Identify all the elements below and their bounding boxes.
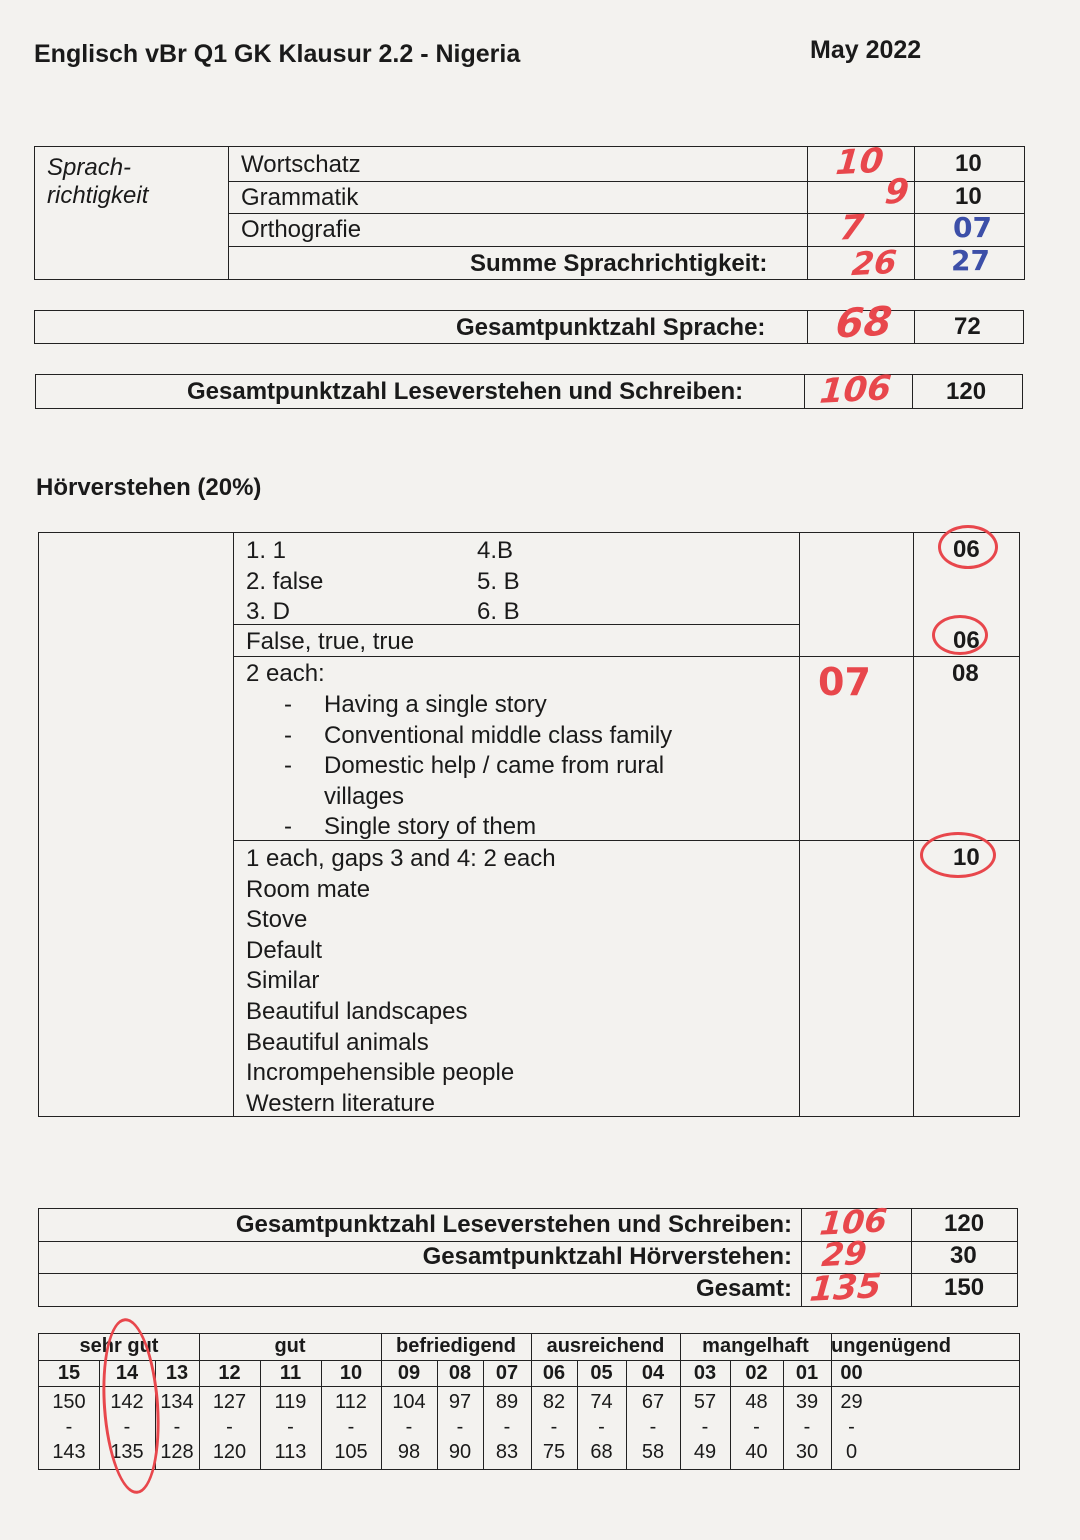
score-orthografie: 7 — [838, 207, 866, 249]
task3-dashes — [284, 690, 292, 843]
dash: - — [848, 1416, 855, 1438]
task1-answer: 4.B — [477, 537, 514, 564]
grade-lower-bound: 143 — [52, 1441, 86, 1463]
task2-max: 06 — [953, 627, 980, 654]
list-item: Default — [246, 936, 323, 964]
grade-points: 10 — [339, 1362, 363, 1384]
grade-lower-bound: 98 — [397, 1441, 421, 1463]
summary-max-gesamt: 150 — [944, 1274, 985, 1301]
grade-upper-bound: 97 — [448, 1391, 472, 1413]
dash: - — [347, 1416, 355, 1438]
grade-lower-bound: 90 — [448, 1441, 472, 1463]
dash: - — [753, 1416, 760, 1438]
list-item: Single story of them — [324, 813, 537, 840]
grade-upper-bound: 119 — [274, 1391, 307, 1413]
dash: - — [503, 1416, 511, 1438]
dash: - — [803, 1416, 811, 1438]
grade-upper-bound: 112 — [335, 1391, 367, 1413]
grade-points: 03 — [693, 1362, 717, 1384]
grade-lower-bound: 128 — [160, 1441, 194, 1463]
dash: - — [173, 1416, 181, 1438]
grade-lower-bound: 120 — [212, 1441, 247, 1463]
list-item: Room mate — [246, 875, 371, 903]
task4-list — [246, 844, 556, 1119]
dash: - — [284, 721, 292, 749]
grade-upper-bound: 134 — [160, 1391, 194, 1413]
grade-points: 05 — [590, 1362, 613, 1384]
summary-score-gesamt: 135 — [808, 1266, 883, 1310]
list-item: Incrompehensible people — [246, 1059, 515, 1087]
dash: - — [405, 1416, 413, 1438]
grade-lower-bound: 105 — [334, 1441, 368, 1463]
grade-group-label: ausreichend — [546, 1335, 665, 1357]
label-line-2: richtigkeit — [47, 182, 149, 209]
summary-label-hoer: Gesamtpunktzahl Hörverstehen: — [422, 1243, 792, 1270]
task3-max: 08 — [952, 660, 979, 687]
task1-max: 06 — [953, 536, 980, 563]
grade-upper-bound: 74 — [590, 1391, 613, 1413]
dash: - — [284, 691, 292, 718]
grade-lower-bound: 113 — [274, 1441, 307, 1463]
grade-points: 06 — [542, 1362, 566, 1384]
grade-group-label: sehr gut — [79, 1335, 159, 1357]
score-grammatik: 9 — [883, 171, 911, 213]
grade-upper-bound: 29 — [840, 1391, 863, 1413]
grade-scale-table — [38, 1333, 1020, 1470]
list-item: Having a single story — [324, 691, 547, 718]
summary-max-hoer: 30 — [950, 1242, 977, 1269]
summary-label-gesamt: Gesamt: — [695, 1275, 792, 1302]
grade-lower-bound: 0 — [845, 1441, 858, 1463]
grade-points: 00 — [840, 1362, 863, 1384]
dash: - — [284, 813, 292, 840]
task1-right — [477, 536, 520, 628]
grade-upper-bound: 150 — [52, 1391, 86, 1413]
max-wortschatz: 10 — [955, 150, 982, 177]
grade-upper-bound: 104 — [392, 1391, 426, 1413]
score-sum: 26 — [850, 242, 899, 284]
gesamt-sprache-score: 68 — [833, 298, 894, 348]
gesamt-lese-score: 106 — [818, 368, 893, 412]
grade-points: 15 — [57, 1362, 81, 1384]
grade-lower-bound: 58 — [641, 1441, 665, 1463]
grade-points: 01 — [795, 1362, 819, 1384]
dash: - — [550, 1416, 558, 1438]
circle-annotation — [920, 832, 996, 878]
dash: - — [701, 1416, 709, 1438]
task1-left — [246, 536, 323, 628]
grade-points: 12 — [218, 1362, 241, 1384]
max-sum: 27 — [951, 244, 990, 277]
grade-lower-bound: 83 — [495, 1441, 519, 1463]
dash: - — [456, 1416, 464, 1438]
grade-lower-bound: 40 — [745, 1441, 768, 1463]
grade-points: 11 — [279, 1362, 302, 1384]
gesamt-lese-label: Gesamtpunktzahl Leseverstehen und Schreiben: — [187, 378, 744, 405]
task1-answer: 2. false — [246, 567, 324, 595]
dash: - — [649, 1416, 657, 1438]
grade-lower-bound: 75 — [542, 1441, 566, 1463]
list-item: Domestic help / came from rural — [324, 752, 665, 779]
grade-points: 08 — [448, 1362, 472, 1384]
grade-upper-bound: 57 — [693, 1391, 717, 1413]
grade-upper-bound: 67 — [641, 1391, 665, 1413]
label-line-1: Sprach- — [47, 154, 132, 181]
grade-points: 02 — [745, 1362, 768, 1384]
row-label-wortschatz: Wortschatz — [241, 151, 361, 178]
task4-intro: 1 each, gaps 3 and 4: 2 each — [246, 845, 556, 872]
task1-answer: 3. D — [246, 598, 291, 625]
task3-score: 07 — [818, 660, 871, 704]
dash: - — [284, 752, 292, 779]
document-title: Englisch vBr Q1 GK Klausur 2.2 - Nigeria — [34, 40, 521, 68]
task3-intro: 2 each: — [246, 660, 325, 687]
grade-points: 13 — [165, 1362, 189, 1384]
list-item: villages — [324, 782, 405, 810]
task1-answer: 1. 1 — [246, 537, 287, 564]
dash: - — [123, 1416, 131, 1438]
grade-group-label: ungenügend — [831, 1335, 951, 1357]
list-item: Beautiful landscapes — [246, 997, 468, 1025]
grade-upper-bound: 48 — [745, 1391, 768, 1413]
task2-answers: False, true, true — [246, 628, 415, 655]
dash: - — [598, 1416, 605, 1438]
summary-label-lese: Gesamtpunktzahl Leseverstehen und Schreiben: — [235, 1211, 792, 1238]
grade-group-label: befriedigend — [395, 1335, 516, 1357]
grade-points: 04 — [641, 1362, 665, 1384]
task1-answer: 5. B — [477, 567, 520, 595]
grade-upper-bound: 89 — [495, 1391, 519, 1413]
dash: - — [287, 1416, 294, 1438]
summary-score-hoer: 29 — [820, 1233, 869, 1275]
summary-score-lese: 106 — [818, 1201, 889, 1243]
grade-upper-bound: 39 — [795, 1391, 819, 1413]
list-item: Conventional middle class family — [324, 721, 673, 749]
grade-upper-bound: 142 — [110, 1391, 144, 1413]
task3-list — [324, 690, 672, 843]
task1-answer: 6. B — [477, 598, 520, 625]
hoerverstehen-heading: Hörverstehen (20%) — [36, 474, 262, 501]
row-label-grammatik: Grammatik — [241, 184, 359, 211]
list-item: Western literature — [246, 1089, 435, 1117]
max-grammatik: 10 — [955, 183, 982, 210]
circle-annotation — [938, 525, 998, 569]
list-item: Beautiful animals — [246, 1028, 429, 1056]
list-item: Similar — [246, 967, 320, 995]
task4-max: 10 — [953, 844, 980, 871]
circle-annotation — [932, 615, 988, 655]
row-label-orthografie: Orthografie — [241, 216, 362, 243]
sum-label: Summe Sprachrichtigkeit: — [470, 250, 768, 277]
grade-group-label: mangelhaft — [702, 1335, 809, 1357]
grade-lower-bound: 68 — [590, 1441, 613, 1463]
max-orthografie: 07 — [953, 211, 992, 244]
gesamt-lese-max: 120 — [946, 378, 987, 405]
dash: - — [226, 1416, 233, 1438]
grade-upper-bound: 82 — [542, 1391, 566, 1413]
grade-group-label: gut — [274, 1335, 306, 1357]
grade-points: 14 — [115, 1362, 139, 1384]
gesamt-sprache-label: Gesamtpunktzahl Sprache: — [456, 314, 766, 341]
grade-lower-bound: 49 — [693, 1441, 717, 1463]
sprachrichtigkeit-label — [47, 154, 148, 210]
grade-lower-bound: 30 — [795, 1441, 819, 1463]
summary-max-lese: 120 — [944, 1210, 985, 1237]
grade-points: 09 — [397, 1362, 421, 1384]
grade-lower-bound: 135 — [110, 1441, 144, 1463]
grade-upper-bound: 127 — [212, 1391, 247, 1413]
score-wortschatz: 10 — [834, 140, 886, 184]
document-date: May 2022 — [810, 36, 922, 64]
dash: - — [65, 1416, 73, 1438]
grade-points: 07 — [495, 1362, 519, 1384]
gesamt-sprache-max: 72 — [954, 313, 981, 340]
list-item: Stove — [246, 906, 308, 934]
